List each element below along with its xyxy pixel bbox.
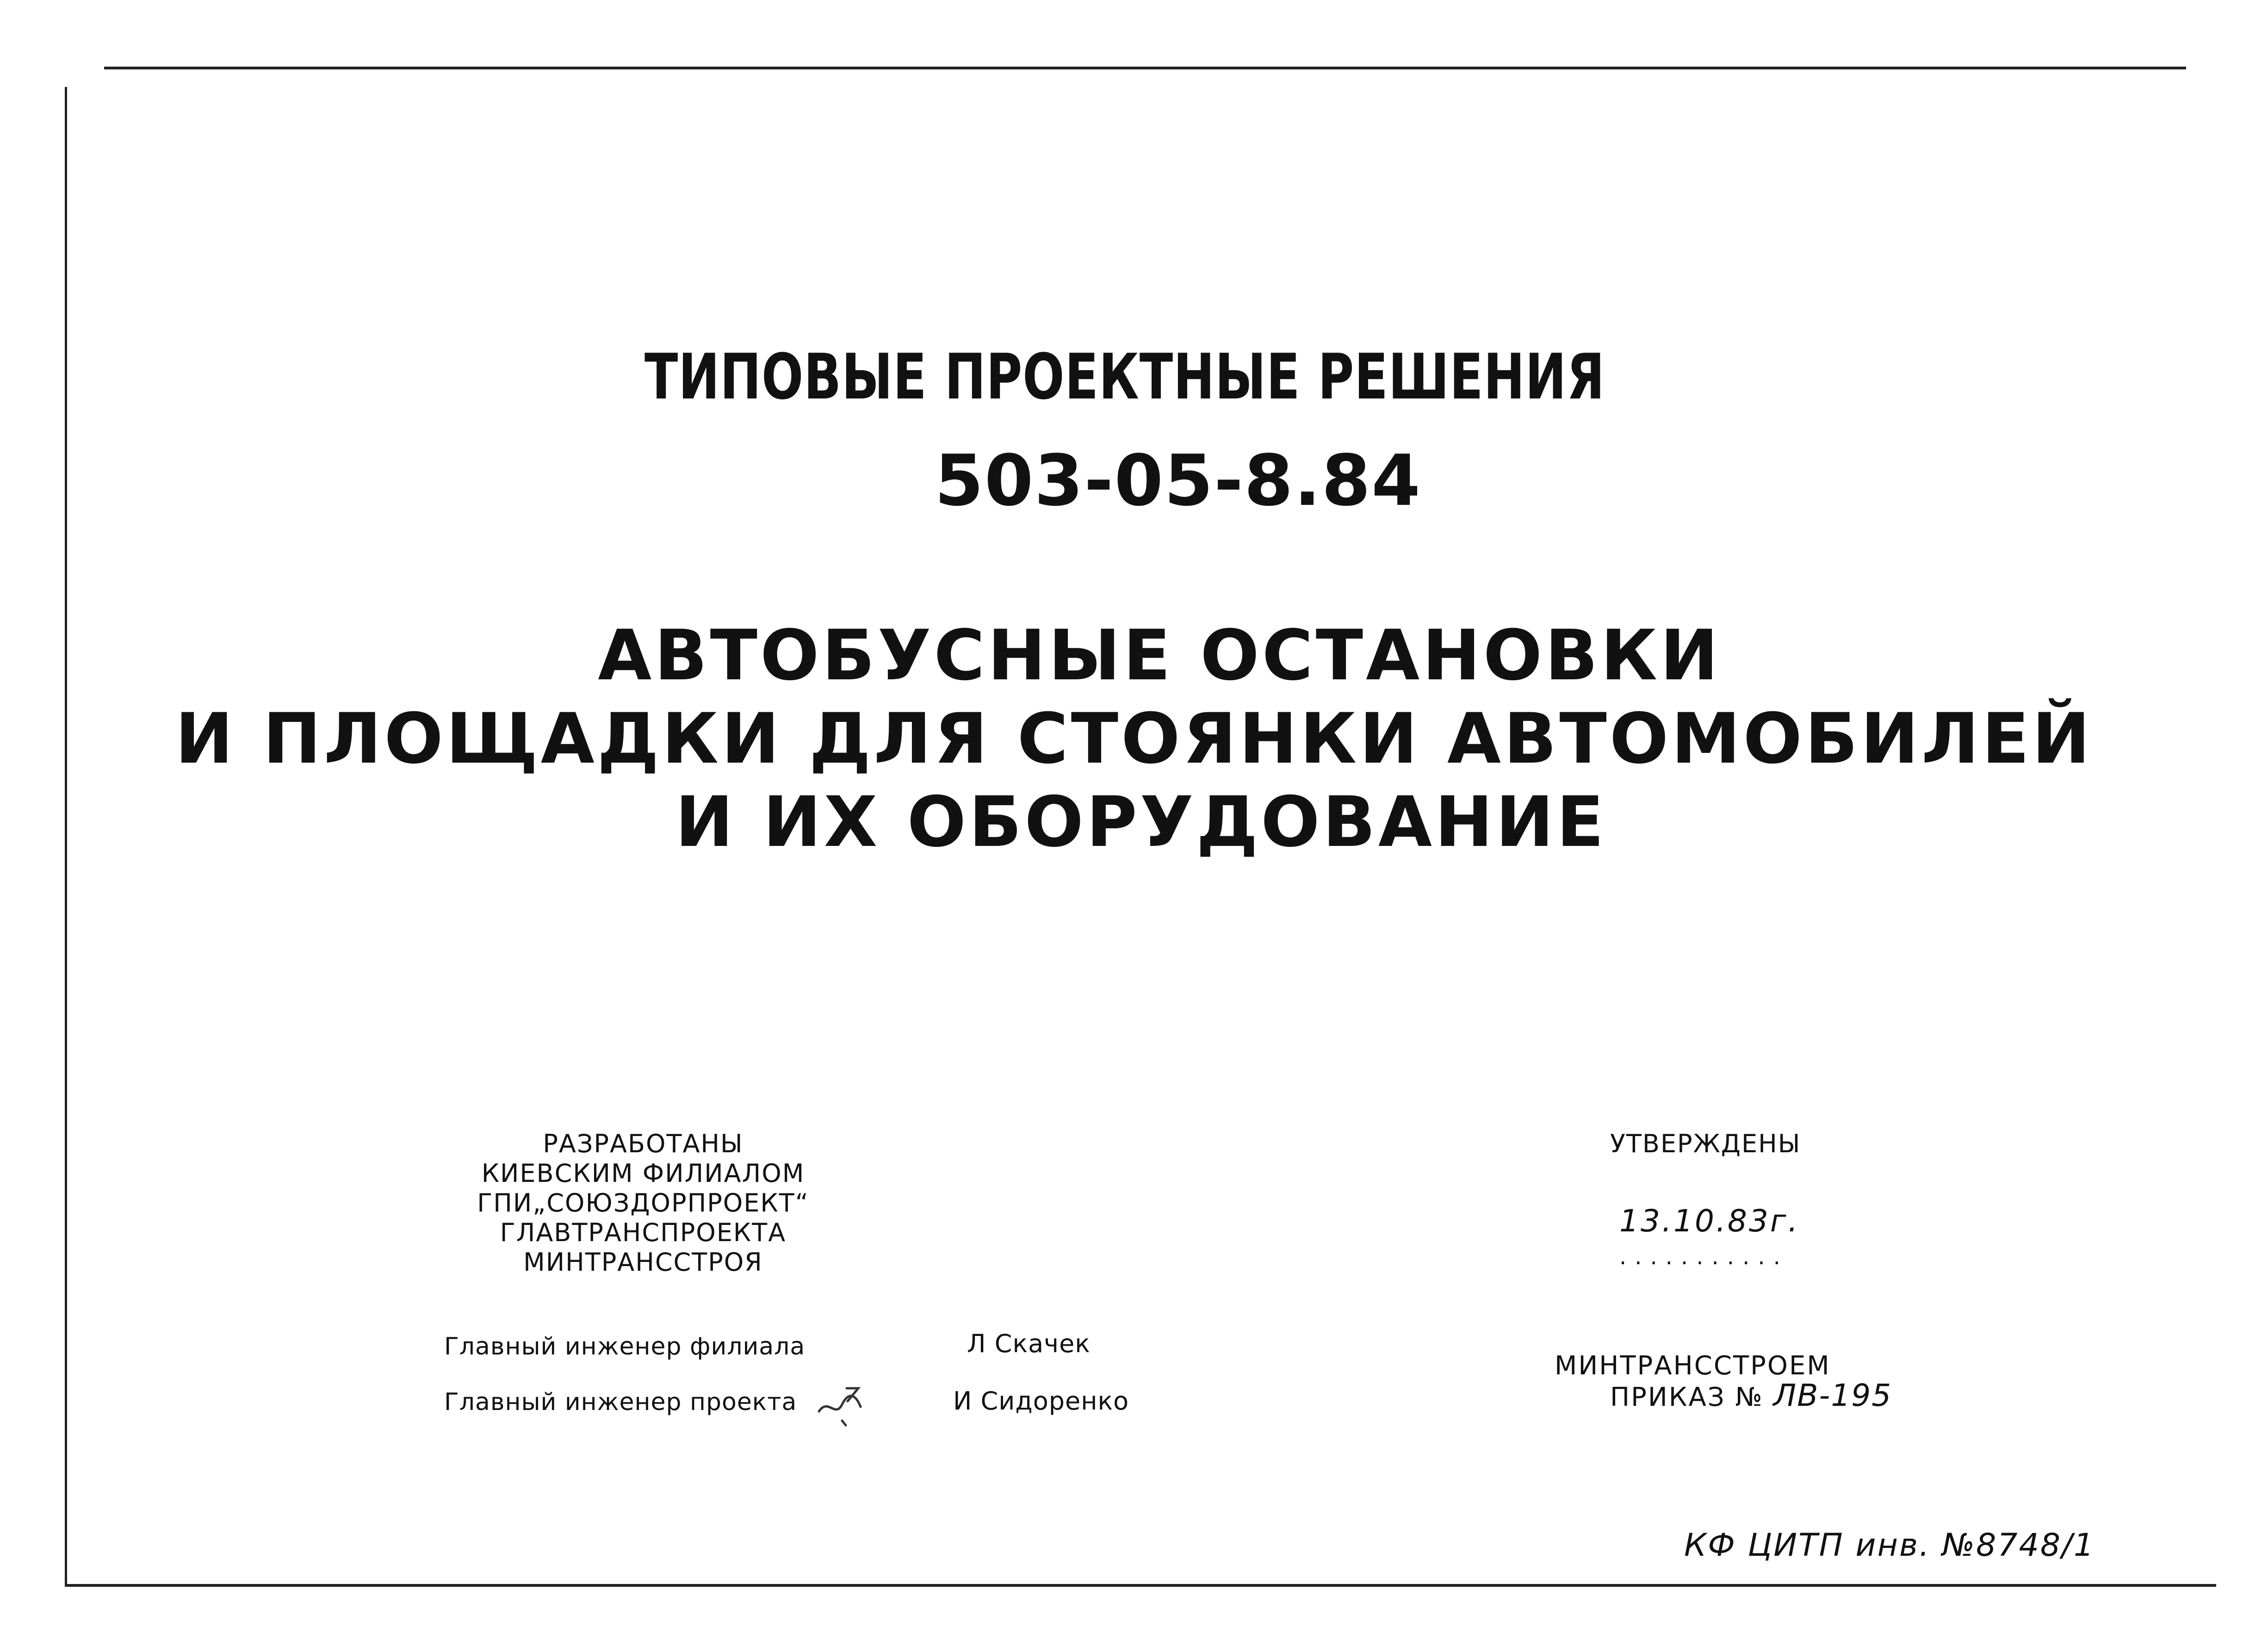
chief-engineer-branch-name: Л Скачек [967, 1329, 1091, 1358]
document-code: 503-05-8.84 [934, 440, 1421, 522]
approved-date-dots: ........... [1619, 1244, 1789, 1270]
developed-org-line-3: ГЛАВТРАНСПРОЕКТА [500, 1218, 787, 1247]
series-title: ТИПОВЫЕ ПРОЕКТНЫЕ РЕШЕНИЯ [644, 340, 1605, 414]
chief-engineer-project-label: Главный инженер проекта [444, 1388, 797, 1416]
title-line-3: И ИХ ОБОРУДОВАНИЕ [675, 782, 1607, 863]
approved-label: УТВЕРЖДЕНЫ [1610, 1129, 1801, 1158]
handwritten-signature [814, 1379, 884, 1430]
order-prefix: ПРИКАЗ № [1610, 1382, 1773, 1412]
inventory-note: КФ ЦИТП инв. №8748/1 [1684, 1527, 2095, 1564]
developed-org-line-1: КИЕВСКИМ ФИЛИАЛОМ [481, 1159, 805, 1188]
approved-date: 13.10.83г. [1619, 1203, 1800, 1239]
order-line-1: МИНТРАНССТРОЕМ [1555, 1351, 1831, 1381]
title-line-1: АВТОБУСНЫЕ ОСТАНОВКИ [598, 615, 1721, 696]
chief-engineer-branch-label: Главный инженер филиала [444, 1333, 806, 1360]
order-number: ЛВ-195 [1773, 1378, 1892, 1413]
title-line-2: И ПЛОЩАДКИ ДЛЯ СТОЯНКИ АВТОМОБИЛЕЙ [175, 699, 2093, 779]
developed-org-line-4: МИНТРАНССТРОЯ [523, 1248, 763, 1277]
frame-top-line [104, 67, 2186, 69]
developed-label: РАЗРАБОТАНЫ [543, 1129, 744, 1158]
order-block [1555, 1351, 1892, 1412]
order-line-2 [1555, 1378, 1892, 1413]
developed-block [444, 1129, 842, 1277]
frame-bottom-line [65, 1584, 2216, 1587]
developed-org-line-2: ГПИ„СОЮЗДОРПРОЕКТ“ [477, 1188, 809, 1218]
chief-engineer-project-name: И Сидоренко [953, 1386, 1129, 1416]
